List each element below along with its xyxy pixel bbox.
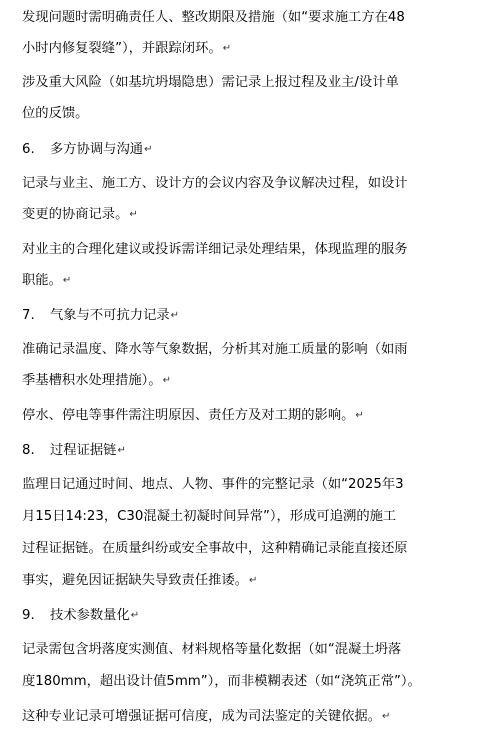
paragraph-mark-icon: ↵ (170, 310, 180, 321)
paragraph-mark-icon: ↵ (382, 711, 391, 722)
text-line: 准确记录温度、降水等气象数据，分析其对施工质量的影响（如雨 (22, 342, 408, 357)
text-line: 职能。↵ (22, 273, 72, 288)
paragraph-mark-icon: ↵ (129, 209, 138, 220)
paragraph-mark-icon: ↵ (130, 610, 140, 621)
text-line: 季基槽积水处理措施）。↵ (22, 373, 172, 388)
text-line: 这种专业记录可增强证据可信度，成为司法鉴定的关键依据。↵ (22, 709, 391, 724)
text-line: 小时内修复裂缝”），并跟踪闭环。↵ (22, 41, 232, 56)
section-heading: 6. 多方协调与沟通↵ (22, 142, 153, 157)
text-line: 记录与业主、施工方、设计方的会议内容及争议解决过程，如设计 (22, 176, 408, 191)
text-line: 对业主的合理化建议或投诉需详细记录处理结果，体现监理的服务 (22, 242, 408, 257)
section-heading: 9. 技术参数量化↵ (22, 608, 140, 623)
text-line: 事实，避免因证据缺失导致责任推诿。↵ (22, 573, 258, 588)
paragraph-mark-icon: ↵ (144, 144, 153, 155)
paragraph-mark-icon: ↵ (117, 445, 126, 456)
text-line: 监理日记通过时间、地点、人物、事件的完整记录（如“2025年3 (22, 477, 404, 492)
paragraph-mark-icon: ↵ (222, 43, 232, 54)
text-line: 月15日14:23，C30混凝土初凝时间异常”），形成可追溯的施工 (22, 509, 397, 524)
text-line: 变更的协商记录。↵ (22, 207, 138, 222)
paragraph-mark-icon: ↵ (249, 575, 258, 586)
text-line: 涉及重大风险（如基坑坍塌隐患）需记录上报过程及业主/设计单 (22, 75, 399, 90)
text-line: 发现问题时需明确责任人、整改期限及措施（如“要求施工方在48 (22, 10, 405, 25)
section-heading: 8. 过程证据链↵ (22, 443, 126, 458)
paragraph-mark-icon: ↵ (162, 375, 172, 386)
text-line: 记录需包含坍落度实测值、材料规格等量化数据（如“混凝土坍落 (22, 642, 402, 657)
text-line: 过程证据链。在质量纠纷或安全事故中，这种精确记录能直接还原 (22, 541, 408, 556)
paragraph-mark-icon: ↵ (355, 410, 364, 421)
text-line: 位的反馈。 (22, 106, 89, 121)
section-heading: 7. 气象与不可抗力记录↵ (22, 308, 180, 323)
paragraph-mark-icon: ↵ (62, 275, 72, 286)
text-line: 停水、停电等事件需注明原因、责任方及对工期的影响。↵ (22, 408, 364, 423)
text-line: 度180mm，超出设计值5mm”），而非模糊表述（如“浇筑正常”）。 (22, 674, 421, 689)
